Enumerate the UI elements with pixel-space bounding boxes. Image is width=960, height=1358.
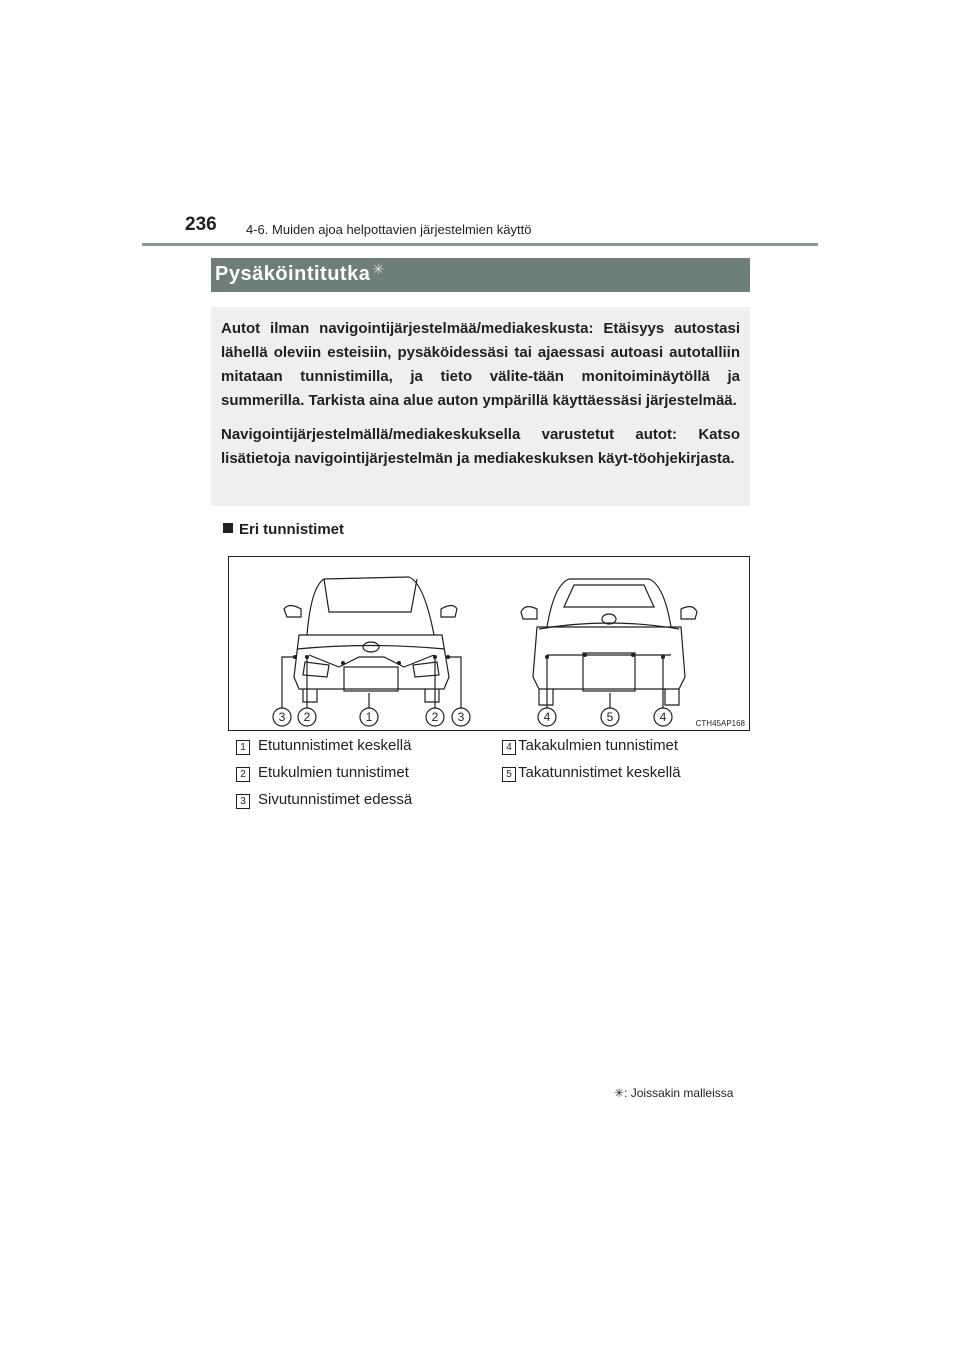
legend-number: 1 <box>236 740 250 755</box>
chapter-title: 4-6. Muiden ajoa helpottavien järjestelmien käyttö <box>246 222 532 237</box>
legend-number: 5 <box>502 767 516 782</box>
legend-number: 2 <box>236 767 250 782</box>
section-title-text: Pysäköintitutka <box>215 263 371 285</box>
legend-item-1 <box>236 737 411 755</box>
rear-callout: 4 <box>659 710 667 724</box>
front-callout: 3 <box>457 710 465 724</box>
section-title <box>211 258 750 292</box>
legend-item-5 <box>502 764 681 782</box>
front-callout: 3 <box>278 710 286 724</box>
legend-item-2 <box>236 764 409 782</box>
rear-callout: 5 <box>606 710 614 724</box>
square-bullet-icon <box>223 523 233 533</box>
front-callout: 1 <box>365 710 373 724</box>
subheading-text: Eri tunnistimet <box>239 521 345 538</box>
info-paragraph-1: Autot ilman navigointijärjestelmää/mediakeskusta: Etäisyys autostasi lähellä oleviin esteisiin, pysäköidessäsi tai ajaessasi autoasi autotalliin mitataan tunnistimilla, ja tieto välite-tään monitoiminäytöllä ja summerilla. Tarkista aina alue auton ympärillä käyttäessäsi järjestelmää. <box>221 320 740 409</box>
subheading <box>223 521 344 538</box>
info-paragraph-2: Navigointijärjestelmällä/mediakeskuksella varustetut autot: Katso lisätietoja navigointijärjestelmän ja mediakeskuksen käyt-töohjekirjasta. <box>221 426 740 467</box>
front-callout: 2 <box>431 710 439 724</box>
legend-text: Takatunnistimet keskellä <box>518 764 681 781</box>
legend-text: Takakulmien tunnistimet <box>518 737 679 754</box>
legend-text: Etutunnistimet keskellä <box>258 737 412 754</box>
asterisk-icon: ✳ <box>372 261 385 277</box>
legend-number: 4 <box>502 740 516 755</box>
car-illustration <box>229 557 749 730</box>
legend-item-4 <box>502 737 678 755</box>
front-callout: 2 <box>303 710 311 724</box>
front-car-drawing <box>284 577 457 702</box>
header-rule <box>142 243 818 246</box>
sensor-figure <box>228 556 750 731</box>
figure-code: CTH45AP168 <box>695 719 745 728</box>
legend-number: 3 <box>236 794 250 809</box>
legend-text: Etukulmien tunnistimet <box>258 764 409 781</box>
legend-item-3 <box>236 791 412 809</box>
legend-text: Sivutunnistimet edessä <box>258 791 413 808</box>
footnote-text: : Joissakin malleissa <box>624 1086 734 1100</box>
footnote <box>614 1086 733 1100</box>
rear-callout: 4 <box>543 710 551 724</box>
asterisk-icon: ✳ <box>614 1086 625 1100</box>
page-number: 236 <box>185 214 217 235</box>
info-box <box>211 307 750 506</box>
